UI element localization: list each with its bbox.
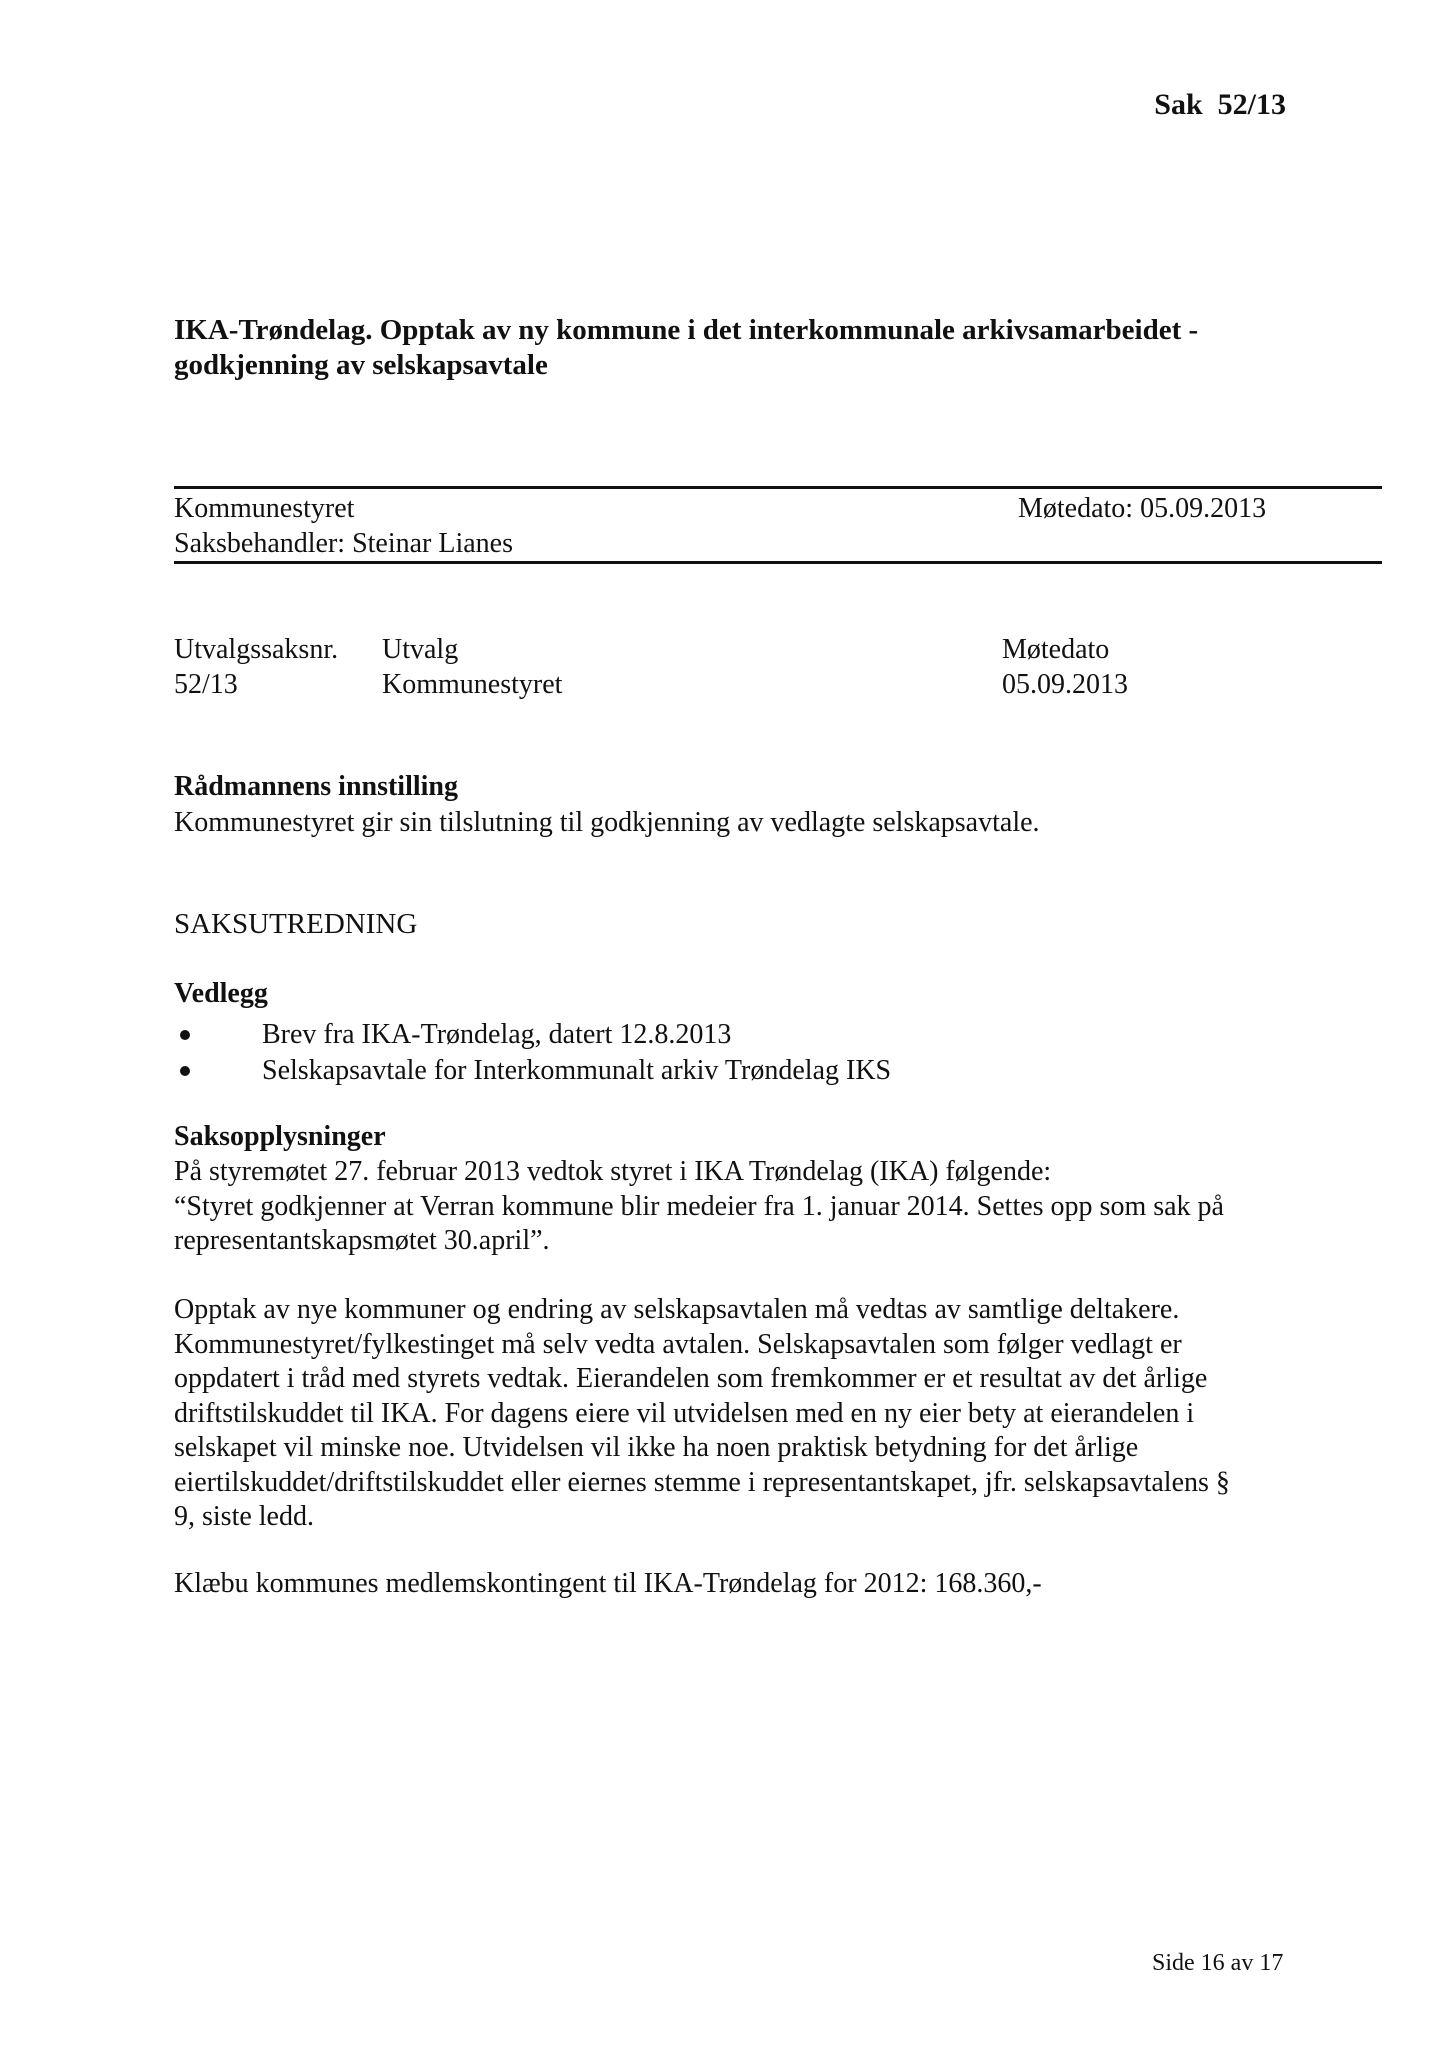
case-number: Sak 52/13 [1154, 88, 1286, 121]
meta-top-rule [174, 486, 1382, 489]
table-header-committee: Utvalg [382, 634, 459, 665]
table-cell-meeting-date: 05.09.2013 [1002, 669, 1128, 700]
facts-paragraph-3: Klæbu kommunes medlemskontingent til IKA-Trøndelag for 2012: 168.360,- [174, 1568, 1042, 1599]
paragraph-line: oppdatert i tråd med styrets vedtak. Eierandelen som fremkommer er et resultat av det årlige [174, 1363, 1208, 1394]
facts-paragraph-1 [174, 1155, 1314, 1259]
paragraph-line: 9, siste ledd. [174, 1501, 314, 1532]
paragraph-line: eiertilskuddet/driftstilskuddet eller eiernes stemme i representantskapet, jfr. selskapsavtalens § [174, 1466, 1230, 1498]
table-cell-committee: Kommunestyret [382, 669, 563, 700]
recommendation-heading: Rådmannens innstilling [174, 771, 458, 802]
meta-handler: Saksbehandler: Steinar Lianes [174, 528, 514, 559]
table-header-meeting-date: Møtedato [1002, 634, 1110, 665]
attachment-item-label: Selskapsavtale for Interkommunalt arkiv Trøndelag IKS [262, 1055, 892, 1086]
document-title-line-1: IKA-Trøndelag. Opptak av ny kommune i det interkommunale arkivsamarbeidet - [174, 314, 1199, 346]
meta-bottom-rule [174, 561, 1382, 564]
meta-meeting-date: Møtedato: 05.09.2013 [1018, 493, 1267, 524]
table-header-case-no: Utvalgssaksnr. [174, 634, 339, 665]
paragraph-line: Kommunestyret/fylkestinget må selv vedta avtalen. Selskapsavtalen som følger vedlagt er [174, 1328, 1182, 1360]
section-heading: SAKSUTREDNING [174, 908, 418, 940]
page-number: Side 16 av 17 [1152, 1950, 1284, 1976]
paragraph-line: representantskapsmøtet 30.april”. [174, 1225, 550, 1256]
paragraph-line: driftstilskuddet til IKA. For dagens eiere vil utvidelsen med en ny eier bety at eierandelen i [174, 1397, 1195, 1429]
paragraph-line: “Styret godkjenner at Verran kommune blir medeier fra 1. januar 2014. Settes opp som sak på [174, 1190, 1224, 1222]
table-cell-case-no: 52/13 [174, 669, 238, 700]
bullet-icon [180, 1066, 190, 1076]
paragraph-line: På styremøtet 27. februar 2013 vedtok styret i IKA Trøndelag (IKA) følgende: [174, 1156, 1052, 1187]
paragraph-line: Opptak av nye kommuner og endring av selskapsavtalen må vedtas av samtlige deltakere. [174, 1294, 1180, 1325]
attachments-heading: Vedlegg [174, 978, 268, 1009]
meta-body: Kommunestyret [174, 493, 355, 524]
facts-heading: Saksopplysninger [174, 1121, 386, 1152]
facts-paragraph-2 [174, 1293, 1314, 1535]
recommendation-text: Kommunestyret gir sin tilslutning til godkjenning av vedlagte selskapsavtale. [174, 807, 1040, 838]
attachment-item-label: Brev fra IKA-Trøndelag, datert 12.8.2013 [262, 1019, 732, 1050]
bullet-icon [180, 1030, 190, 1040]
paragraph-line: selskapet vil minske noe. Utvidelsen vil ikke ha noen praktisk betydning for det årlige [174, 1432, 1139, 1463]
document-title-line-2: godkjenning av selskapsavtale [174, 349, 548, 381]
